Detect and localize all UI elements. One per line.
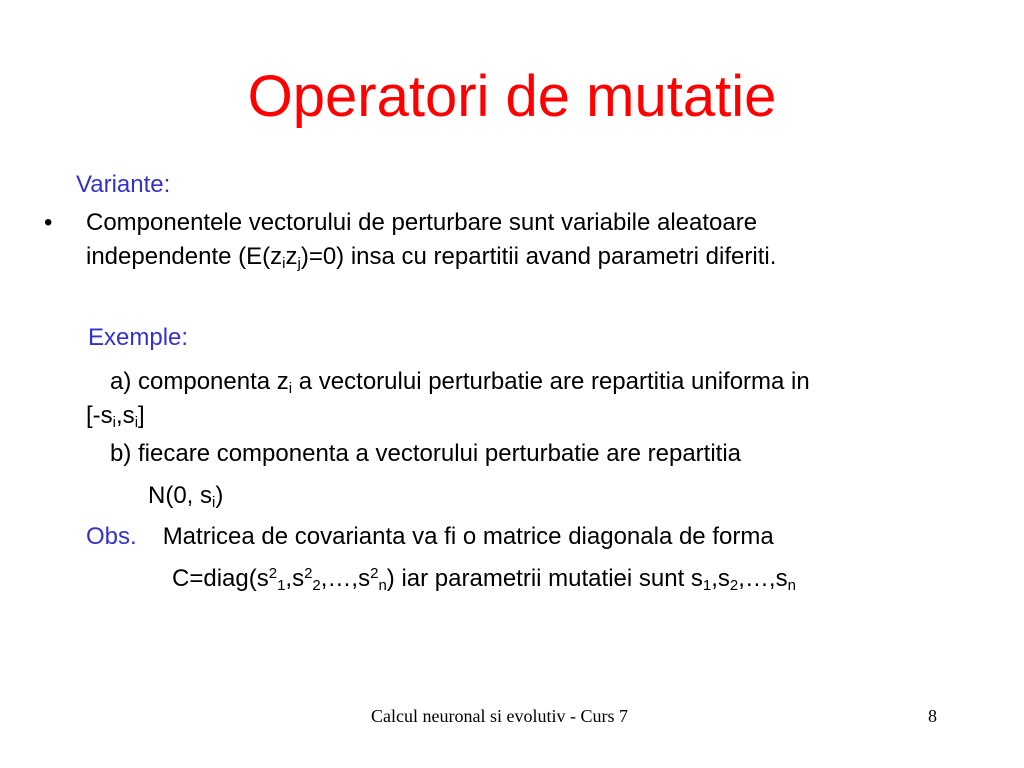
example-a-line-1: a) componenta $z_i$ a vectorului perturbatie are repartitia uniforma in <box>110 368 810 397</box>
variants-heading: Variante: <box>76 171 171 198</box>
obs-label: Obs. <box>86 523 137 550</box>
example-a-line-2: $[-s_i,s_i]$ <box>86 402 145 431</box>
bullet-line-2: independente $(E(z_iz_j)=0)$ insa cu repartitii avand parametri diferiti. <box>86 243 777 272</box>
slide-title: Operatori de mutatie <box>247 64 777 129</box>
covariance-formula: $C=diag(s^2_1,s^2_2,\dots,s^2_n)$ iar parametrii mutatiei sunt $s_1,s_2,\dots,s_n$ <box>172 565 796 594</box>
bullet-marker: • <box>44 209 53 236</box>
example-b-line-1: b) fiecare componenta a vectorului perturbatie are repartitia <box>110 440 742 467</box>
examples-heading: Exemple: <box>88 324 189 351</box>
obs-text: Matricea de covarianta va fi o matrice diagonala de forma <box>162 523 774 550</box>
obs-line <box>86 522 774 552</box>
footer-course: Calcul neuronal si evolutiv - Curs 7 <box>371 706 628 726</box>
example-b-distribution: N(0, $s_i$) <box>148 482 224 511</box>
footer-page-number: 8 <box>928 706 937 726</box>
bullet-line-1: Componentele vectorului de perturbare sunt variabile aleatoare <box>86 209 758 236</box>
